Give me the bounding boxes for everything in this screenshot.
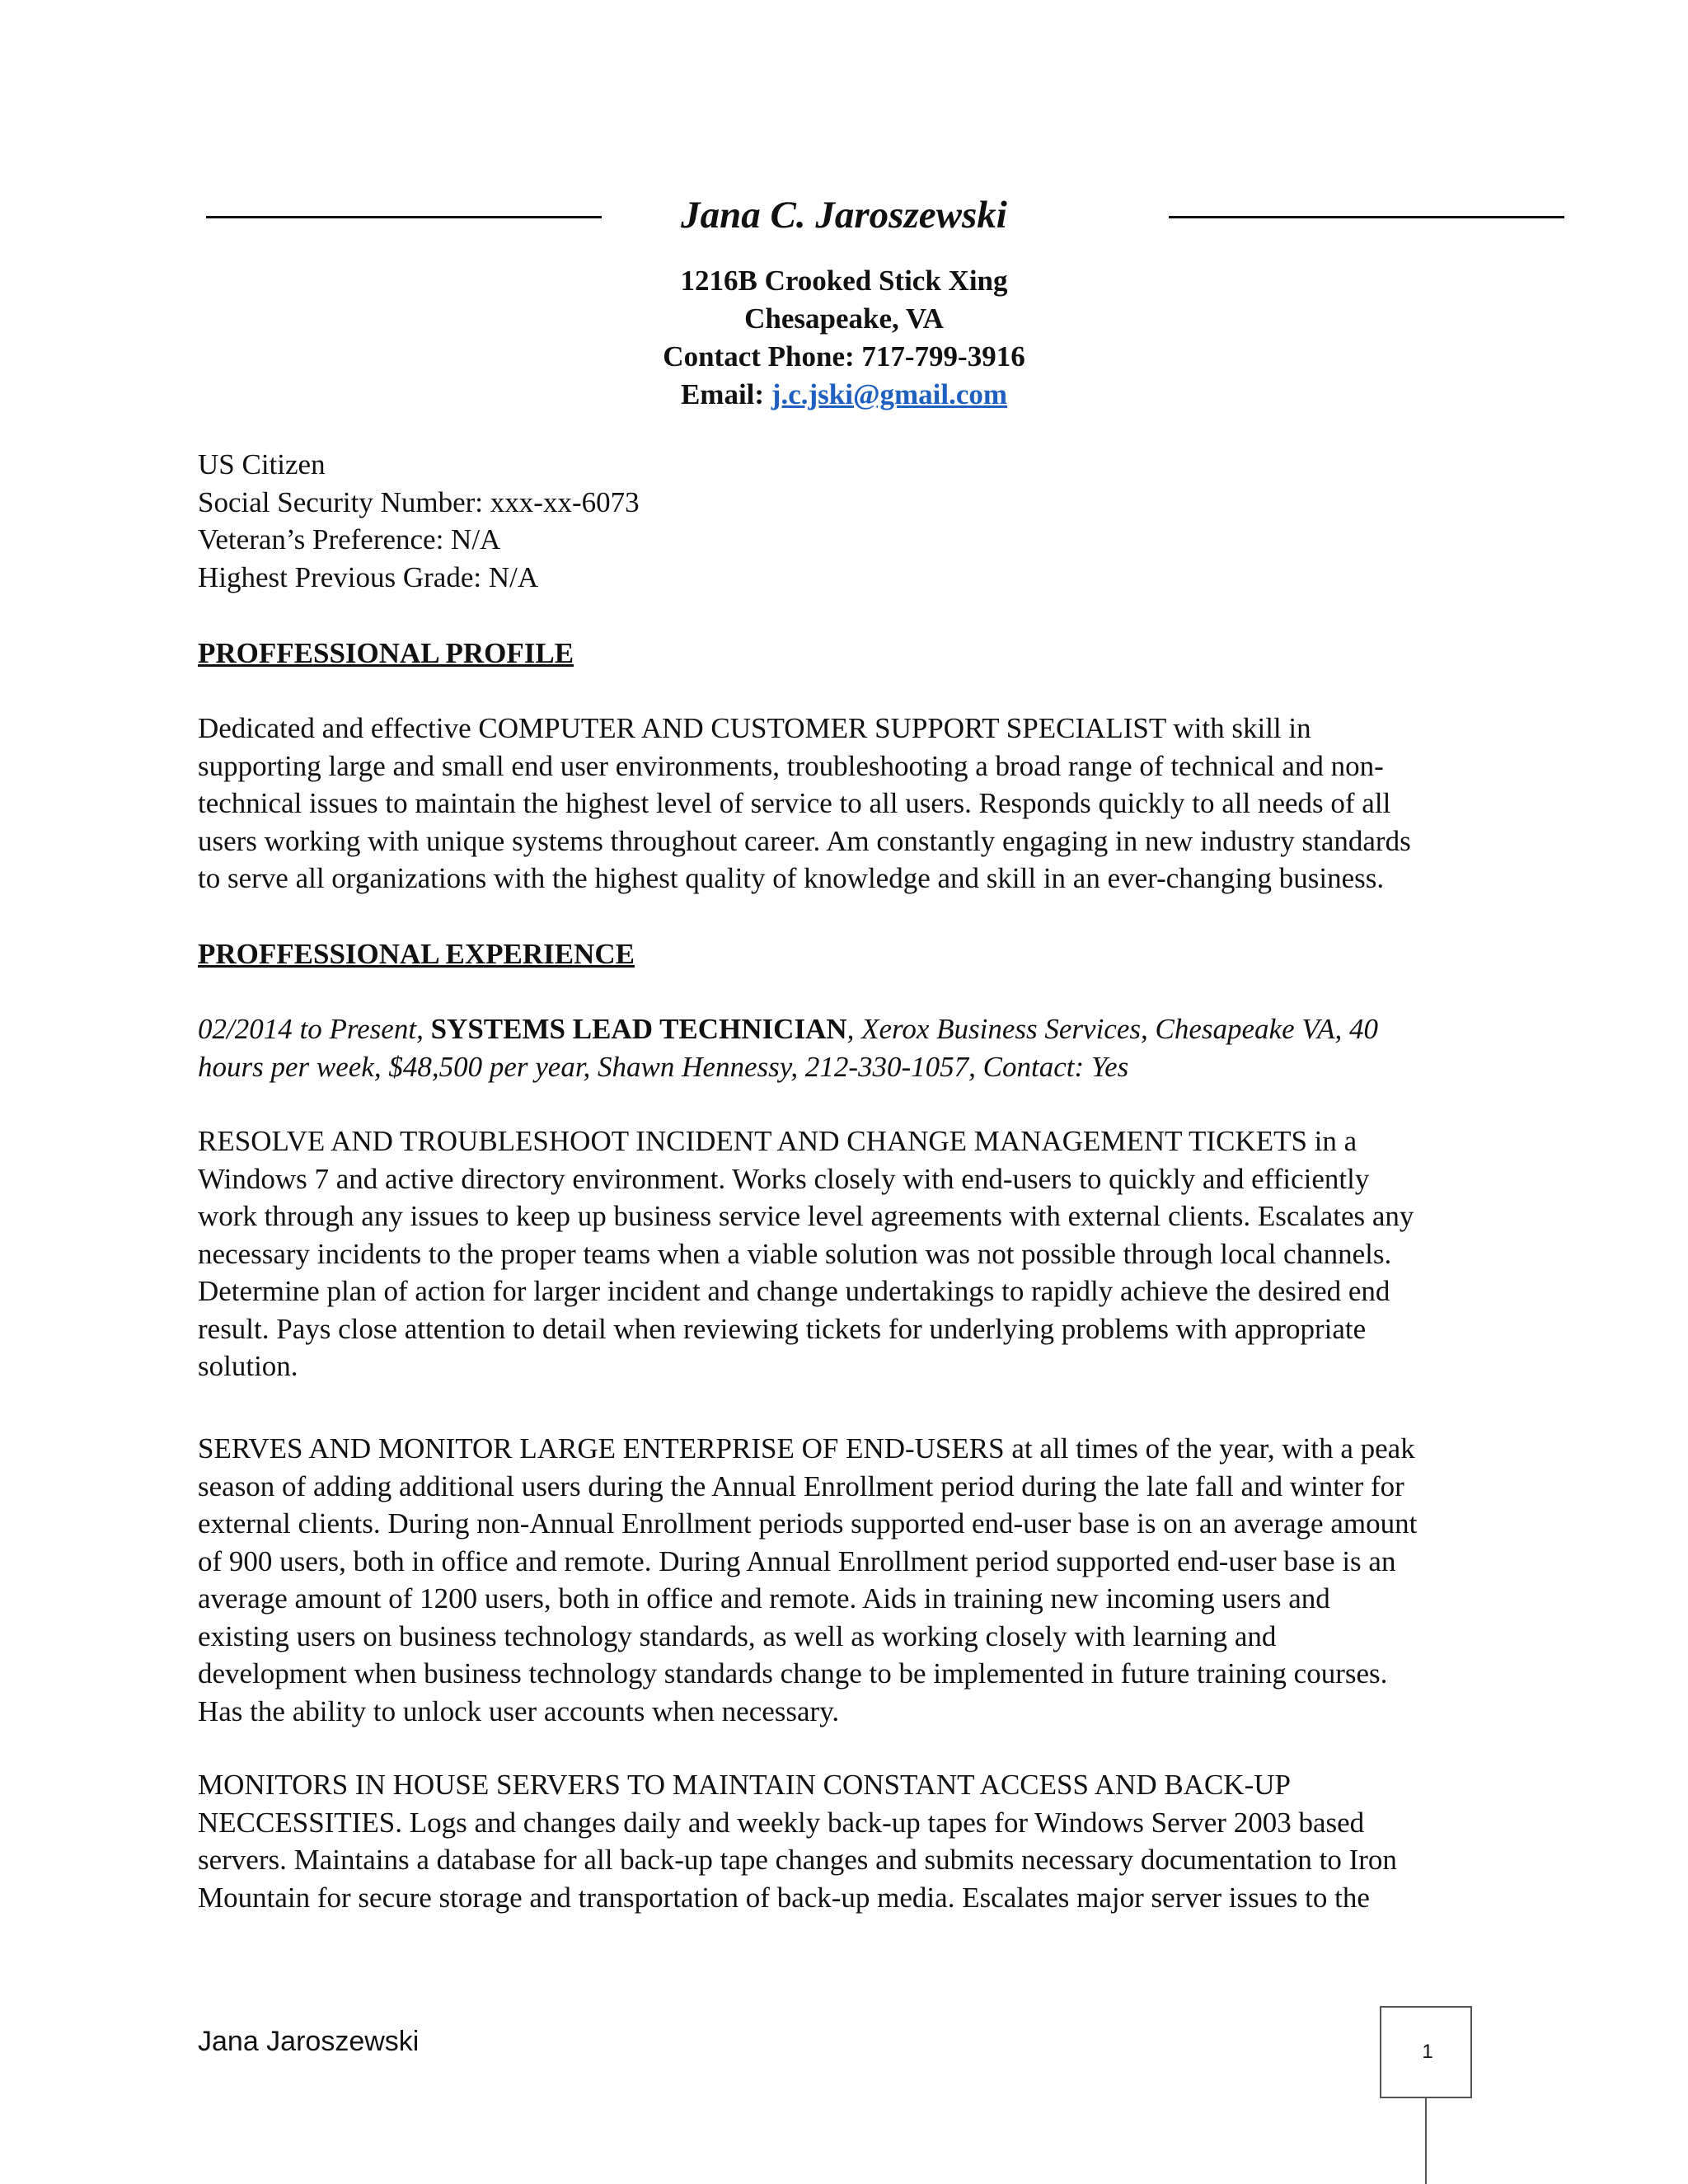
contact-phone: Contact Phone: 717-799-3916 — [663, 340, 1025, 373]
page-number-box — [1380, 2006, 1472, 2098]
text-line: supporting large and small end user environments, troubleshooting a broad range of technical and non- — [198, 749, 1384, 782]
text-line: NECCESSITIES. Logs and changes daily and weekly back-up tapes for Windows Server 2003 based — [198, 1806, 1365, 1839]
resume-name: Jana C. Jaroszewski — [681, 194, 1007, 237]
text-line: existing users on business technology standards, as well as working closely with learning and — [198, 1619, 1277, 1652]
duty-paragraph-end-users — [198, 1430, 1517, 1730]
highest-grade: Highest Previous Grade: N/A — [198, 560, 539, 593]
experience-heading: PROFFESSIONAL EXPERIENCE — [198, 938, 635, 970]
text-line: RESOLVE AND TROUBLESHOOT INCIDENT AND CHANGE MANAGEMENT TICKETS in a — [198, 1125, 1357, 1157]
citizenship: US Citizen — [198, 448, 326, 480]
duty-paragraph-servers — [198, 1766, 1517, 1916]
text-line: users working with unique systems throughout career. Am constantly engaging in new industry standards — [198, 824, 1411, 857]
job-dates: 02/2014 to Present, — [198, 1013, 431, 1045]
text-line: servers. Maintains a database for all back-up tape changes and submits necessary documentation to Iron — [198, 1844, 1397, 1876]
text-line: season of adding additional users during the Annual Enrollment period during the late fall and winter for — [198, 1469, 1404, 1502]
email-label: Email: — [680, 378, 765, 410]
text-line: external clients. During non-Annual Enrollment periods supported end-user base is on an average amount — [198, 1507, 1418, 1540]
text-line: Determine plan of action for larger incident and change undertakings to rapidly achieve the desired end — [198, 1275, 1390, 1307]
personal-info — [198, 446, 1517, 596]
profile-paragraph — [198, 710, 1517, 898]
text-line: technical issues to maintain the highest level of service to all users. Responds quickly to all needs of all — [198, 787, 1391, 819]
footer-name: Jana Jaroszewski — [198, 2026, 420, 2057]
text-line: result. Pays close attention to detail when reviewing tickets for underlying problems with appropriate — [198, 1312, 1367, 1345]
duty-paragraph-tickets — [198, 1122, 1517, 1385]
profile-heading: PROFFESSIONAL PROFILE — [198, 637, 574, 669]
text-line: Has the ability to unlock user accounts when necessary. — [198, 1694, 840, 1727]
job-details-2: hours per week, $48,500 per year, Shawn Hennessy, 212-330-1057, Contact: Yes — [198, 1050, 1129, 1083]
page-number: 1 — [1422, 2041, 1433, 2063]
text-line: work through any issues to keep up business service level agreements with external clients. Escalates any — [198, 1200, 1414, 1232]
address-line-1: 1216B Crooked Stick Xing — [680, 265, 1008, 297]
text-line: average amount of 1200 users, both in office and remote. Aids in training new incoming users and — [198, 1582, 1330, 1615]
text-line: development when business technology standards change to be implemented in future training courses. — [198, 1657, 1388, 1690]
text-line: to serve all organizations with the highest quality of knowledge and skill in an ever-changing business. — [198, 862, 1385, 894]
text-line: of 900 users, both in office and remote. During Annual Enrollment period supported end-user base is an — [198, 1544, 1396, 1577]
veterans-preference: Veteran’s Preference: N/A — [198, 523, 501, 555]
text-line: Mountain for secure storage and transportation of back-up media. Escalates major server issues to the — [198, 1881, 1370, 1914]
text-line: necessary incidents to the proper teams when a viable solution was not possible through local channels. — [198, 1237, 1392, 1270]
job-details-1: , Xerox Business Services, Chesapeake VA, 40 — [846, 1013, 1379, 1045]
job-title: SYSTEMS LEAD TECHNICIAN — [430, 1013, 847, 1045]
ssn: Social Security Number: xxx-xx-6073 — [198, 485, 640, 518]
text-line: solution. — [198, 1350, 298, 1382]
address-line-2: Chesapeake, VA — [744, 302, 944, 335]
job-summary — [198, 1010, 1517, 1085]
text-line: MONITORS IN HOUSE SERVERS TO MAINTAIN CONSTANT ACCESS AND BACK-UP — [198, 1769, 1291, 1801]
email-link[interactable]: j.c.jski@gmail.com — [771, 378, 1008, 410]
text-line: SERVES AND MONITOR LARGE ENTERPRISE OF END-USERS at all times of the year, with a peak — [198, 1432, 1415, 1465]
text-line: Windows 7 and active directory environment. Works closely with end-users to quickly and efficiently — [198, 1162, 1370, 1195]
page-box-connector — [1425, 2098, 1427, 2184]
text-line: Dedicated and effective COMPUTER AND CUSTOMER SUPPORT SPECIALIST with skill in — [198, 712, 1311, 744]
email-line — [0, 376, 1688, 414]
